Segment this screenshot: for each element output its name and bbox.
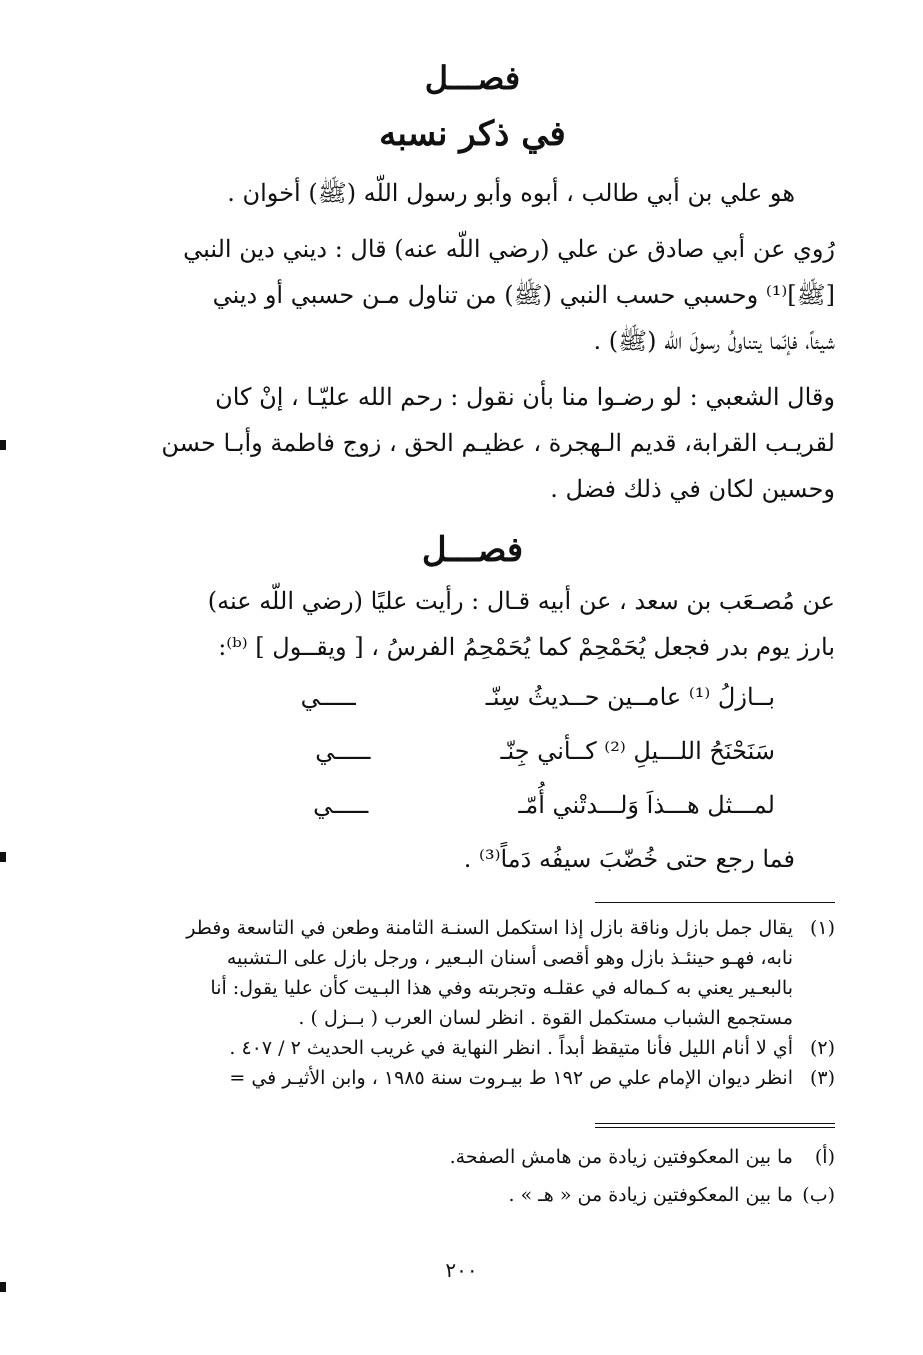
paragraph-line: بارز يوم بدر فجعل يُحَمْحِمْ كما يُحَمْحِمُ الفرسُ ، [ ويقــول ] ⁽ᵇ⁾: (218, 633, 835, 661)
verse-ending: ـــــي (313, 791, 369, 819)
paragraph-line: هو علي بن أبي طالب ، أبوه وأبو رسول اللّه (ﷺ) أخوان . (227, 179, 795, 207)
footnote-number: (٣) (809, 1067, 835, 1089)
paragraph-line: [ﷺ]⁽¹⁾ وحسبي حسب النبي (ﷺ) من تناول مـن حسبي أو ديني (212, 281, 835, 309)
scan-edge-mark (0, 440, 6, 450)
footnote-line: يقال جمل بازل وناقة بازل إذا استكمل السنـة الثامنة وطعن في التاسعة وفطر (186, 917, 793, 939)
footnote-line: نابه، فهـو حينئـذ بازل وهو أقصى أسنان البـعير ، ورجل بازل على الـتشبيه (226, 947, 793, 969)
section-heading-1: فصـــل (424, 59, 521, 97)
scan-edge-mark (0, 852, 6, 862)
paragraph-abu-sadiq (110, 226, 835, 364)
verse-ending: ـــــي (315, 737, 371, 765)
footnote-item (110, 1063, 835, 1093)
paragraph-shabi (110, 374, 835, 512)
paragraph-lineage (110, 170, 835, 216)
paragraph-line: رُوي عن أبي صادق عن علي (رضي اللّه عنه) قال : ديني دين النبي (183, 235, 835, 263)
paragraph-line: شيئاً، فإنّما يتناولُ رسولَ اللّه (ﷺ) . (593, 327, 835, 355)
margin-note-number: (ب) (802, 1184, 835, 1206)
margin-note-text: ما بين المعكوفتين زيادة من « هـ » . (508, 1184, 793, 1206)
paragraph-line: وقال الشعبي : لو رضـوا منا بأن نقول : رحم الله عليّـا ، إنْ كان (215, 383, 835, 411)
footnote-number: (٢) (809, 1037, 835, 1059)
verse-ending: ـــــي (300, 683, 356, 711)
margin-note-item (110, 1180, 835, 1210)
paragraph-musab (110, 578, 835, 670)
margin-note-item (110, 1142, 835, 1172)
section-subheading-1: في ذكر نسبه (379, 114, 566, 154)
footnote-number: (١) (809, 917, 835, 939)
poem-verses (110, 670, 835, 832)
footnote-item (110, 1033, 835, 1063)
verse-text: بــازلُ ⁽¹⁾ عامــين حــديثُ سِنّـ (485, 683, 775, 711)
footnote-text (110, 1063, 793, 1093)
paragraph-line: فما رجع حتى خُضّبَ سيفُه دَماً⁽³⁾ . (463, 845, 795, 873)
footnote-item (110, 913, 835, 1033)
footnote-line: أي لا أنام الليل فأنا متيقظ أبداً . انظر النهاية في غريب الحديث ٢ / ٤٠٧ . (229, 1037, 793, 1059)
margin-note-text: ما بين المعكوفتين زيادة من هامش الصفحة. (449, 1146, 793, 1168)
footnotes (110, 913, 835, 1093)
scan-edge-mark (0, 1282, 6, 1292)
poem-verse (110, 670, 835, 724)
paragraph-line: عن مُصـعَب بن سعد ، عن أبيه قـال : رأيت عليًا (رضي اللّه عنه) (207, 587, 835, 615)
margin-notes (110, 1142, 835, 1210)
margin-notes-divider (595, 1123, 835, 1128)
margin-note-number: (أ) (814, 1146, 835, 1168)
footnote-line: مستجمع الشباب مستكمل القوة . انظر لسان العرب ( بــزل ) . (298, 1007, 793, 1029)
footnote-text (110, 913, 793, 1033)
section-heading-2: فصـــل (421, 530, 524, 570)
footnote-text (110, 1033, 793, 1063)
page-number: ٢٠٠ (445, 1258, 478, 1282)
paragraph-line: لقريـب القرابة، قديم الـهجرة ، عظيـم الحق ، زوج فاطمة وأبـا حسن (161, 429, 835, 457)
verse-text: سَنَحْنَحُ اللـــيلِ ⁽²⁾ كــأني جِنّـ (500, 737, 775, 765)
paragraph-closing (110, 836, 835, 882)
page-content (110, 50, 835, 1210)
poem-verse (110, 724, 835, 778)
footnote-line: انظر ديوان الإمام علي ص ١٩٢ ط بيـروت سنة ١٩٨٥ ، وابن الأثيـر في = (229, 1067, 793, 1089)
poem-verse (110, 778, 835, 832)
verse-text: لمـــثل هـــذاَ وَلـــدتْني أُمّـ (518, 791, 775, 819)
paragraph-line: وحسين لكان في ذلك فضل . (550, 475, 835, 503)
footnote-divider (595, 902, 835, 903)
footnote-line: بالبعـير يعني به كـماله في عقلـه وتجربته وفي هذا البـيت كأن عليا يقول: أنا (210, 977, 793, 999)
